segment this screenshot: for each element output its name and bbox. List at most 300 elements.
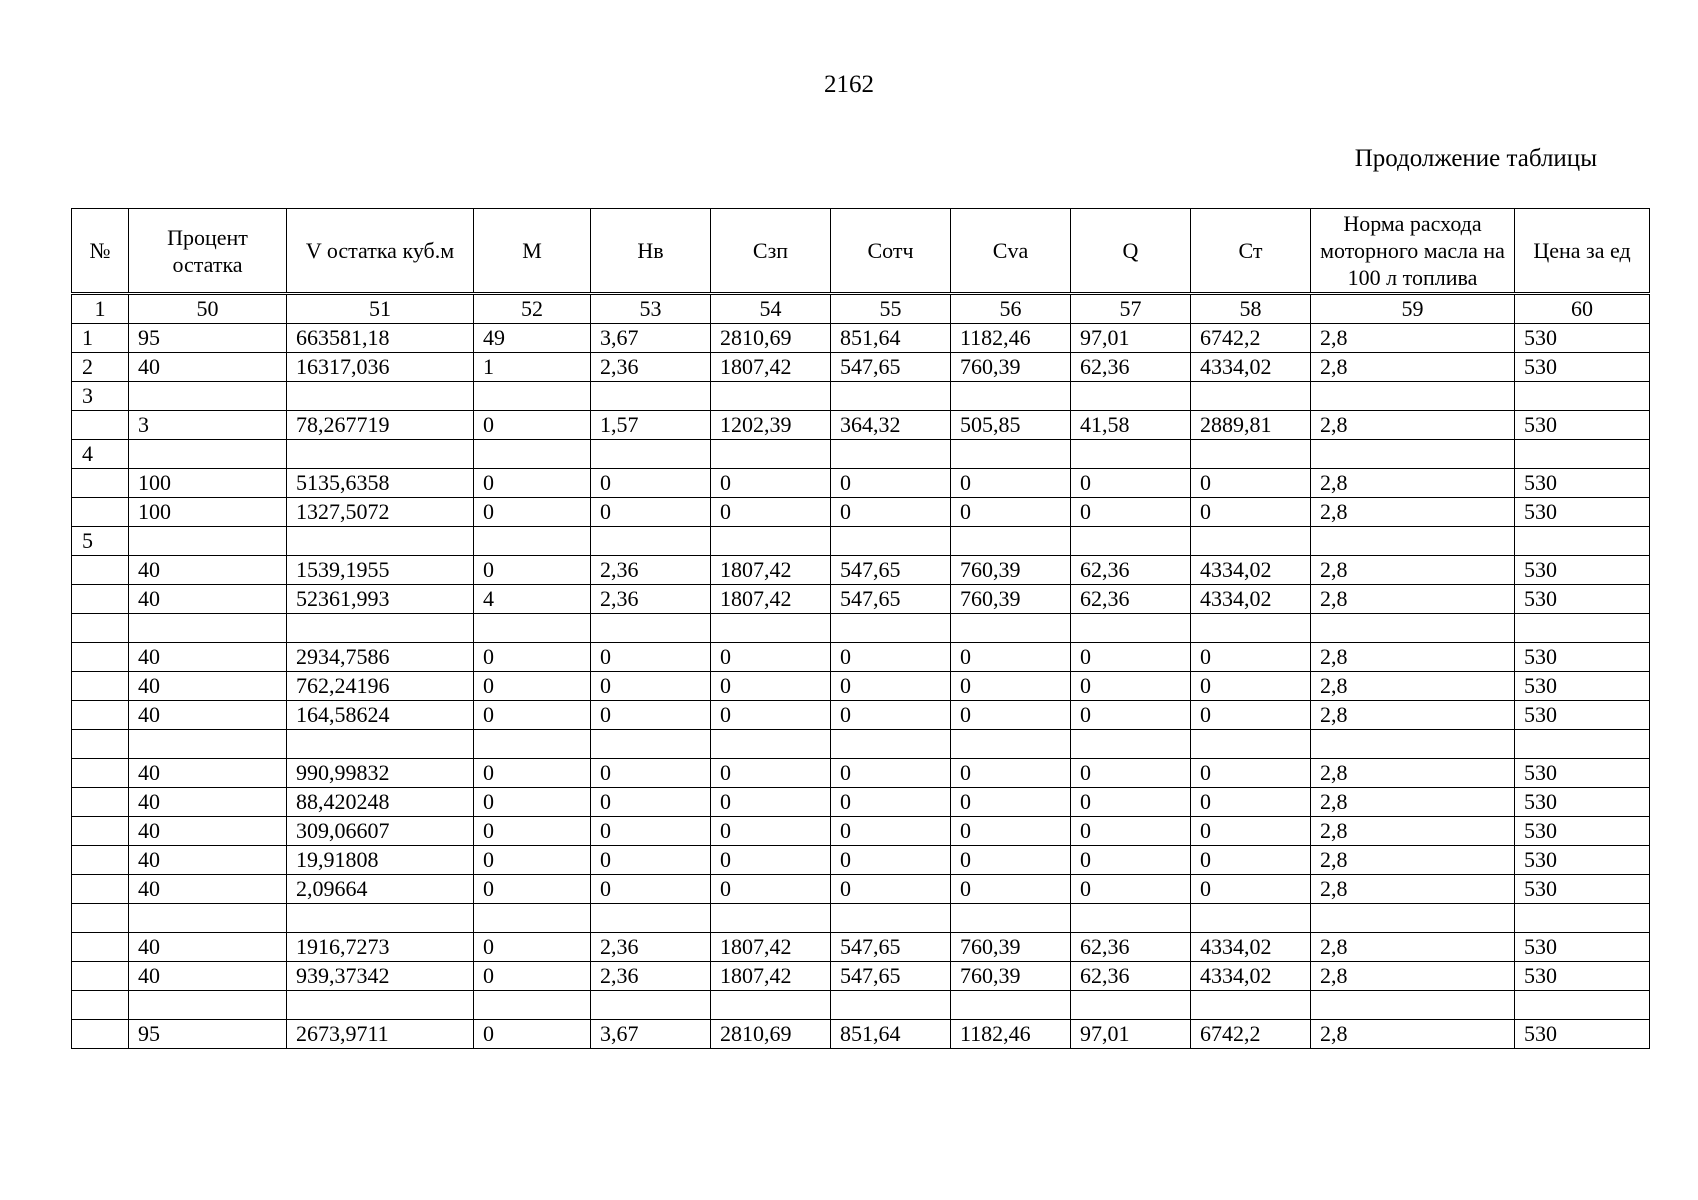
table-cell [1515,991,1650,1020]
table-cell: 1916,7273 [287,933,474,962]
table-cell: 0 [591,788,711,817]
table-cell: 40 [129,788,287,817]
table-cell [1515,440,1650,469]
table-cell: 2,8 [1311,672,1515,701]
table-cell: 2,8 [1311,846,1515,875]
table-cell [831,904,951,933]
table-cell: 2,36 [591,585,711,614]
column-number-cell: 1 [72,294,129,324]
table-cell: 2,8 [1311,498,1515,527]
table-cell [287,614,474,643]
table-cell: 0 [951,817,1071,846]
table-cell: 505,85 [951,411,1071,440]
column-number-cell: 57 [1071,294,1191,324]
table-cell: 62,36 [1071,585,1191,614]
table-cell [591,614,711,643]
row-number-cell: 4 [72,440,129,469]
table-cell: 0 [1191,701,1311,730]
table-cell: 0 [831,701,951,730]
table-cell [831,730,951,759]
table-cell: 62,36 [1071,962,1191,991]
table-cell: 4334,02 [1191,962,1311,991]
table-cell: 0 [951,846,1071,875]
row-number-cell [72,411,129,440]
table-cell: 0 [831,498,951,527]
table-cell [831,440,951,469]
table-cell: 2,8 [1311,556,1515,585]
table-cell: 0 [831,846,951,875]
table-cell: 939,37342 [287,962,474,991]
table-cell: 0 [831,788,951,817]
table-cell [1191,614,1311,643]
table-cell [1515,614,1650,643]
table-cell: 0 [711,469,831,498]
table-cell: 0 [831,469,951,498]
table-cell: 0 [711,875,831,904]
table-cell [1311,730,1515,759]
row-number-cell [72,759,129,788]
table-row [72,614,1650,643]
table-cell [1071,730,1191,759]
table-cell: 2,36 [591,933,711,962]
table-cell [1071,904,1191,933]
table-cell [1191,527,1311,556]
table-row [72,1020,1650,1049]
table-cell [1515,904,1650,933]
table-cell: 41,58 [1071,411,1191,440]
column-number-cell: 58 [1191,294,1311,324]
table-cell: 0 [474,759,591,788]
table-row [72,527,1650,556]
table-row [72,672,1650,701]
table-cell: 2,8 [1311,324,1515,353]
table-cell [1515,730,1650,759]
table-row [72,556,1650,585]
table-cell: 2,8 [1311,469,1515,498]
table-cell: 0 [474,556,591,585]
table-cell [474,614,591,643]
table-row [72,324,1650,353]
header-cell: Q [1071,209,1191,294]
table-cell [591,991,711,1020]
table-cell: 0 [591,817,711,846]
table-cell: 1327,5072 [287,498,474,527]
table-cell: 0 [711,788,831,817]
table-cell [287,991,474,1020]
table-cell [129,730,287,759]
row-number-cell [72,933,129,962]
table-cell [129,382,287,411]
table-cell: 547,65 [831,585,951,614]
table-cell: 0 [591,672,711,701]
table-cell: 0 [474,469,591,498]
table-cell: 547,65 [831,933,951,962]
table-cell: 0 [474,411,591,440]
header-cell: М [474,209,591,294]
table-cell: 0 [951,759,1071,788]
table-row [72,962,1650,991]
table-cell: 0 [591,469,711,498]
table-cell: 100 [129,498,287,527]
table-cell: 0 [474,672,591,701]
table-cell: 547,65 [831,353,951,382]
table-cell [591,904,711,933]
table-cell: 530 [1515,759,1650,788]
table-cell: 0 [474,788,591,817]
table-cell: 1539,1955 [287,556,474,585]
row-number-cell [72,614,129,643]
table-cell: 0 [591,498,711,527]
table-cell: 530 [1515,411,1650,440]
row-number-cell: 3 [72,382,129,411]
table-row [72,904,1650,933]
table-cell: 0 [1191,788,1311,817]
table-cell: 1807,42 [711,353,831,382]
table-cell: 530 [1515,556,1650,585]
table-cell: 40 [129,759,287,788]
table-cell: 530 [1515,701,1650,730]
table-cell: 40 [129,701,287,730]
column-number-row [72,294,1650,324]
table-cell: 0 [1191,875,1311,904]
table-cell: 0 [1071,759,1191,788]
table-cell: 2,09664 [287,875,474,904]
table-row [72,498,1650,527]
table-cell: 1202,39 [711,411,831,440]
table-cell [711,527,831,556]
table-cell [831,991,951,1020]
table-cell: 0 [951,498,1071,527]
table-cell [711,382,831,411]
table-cell: 0 [1071,498,1191,527]
table-cell: 2,8 [1311,962,1515,991]
table-cell: 530 [1515,498,1650,527]
table-cell: 0 [474,498,591,527]
table-cell: 0 [711,643,831,672]
table-cell [951,614,1071,643]
table-cell [1071,527,1191,556]
continuation-label: Продолжение таблицы [1354,145,1597,172]
page-number: 2162 [824,71,874,98]
table-cell [711,904,831,933]
table-cell [287,730,474,759]
row-number-cell: 1 [72,324,129,353]
table-cell [951,730,1071,759]
column-number-cell: 52 [474,294,591,324]
table-cell: 0 [474,701,591,730]
table-row [72,382,1650,411]
table-cell: 0 [474,875,591,904]
table-cell [287,904,474,933]
table-cell [1311,614,1515,643]
table-cell [1071,440,1191,469]
table-cell: 2,8 [1311,1020,1515,1049]
table-cell: 97,01 [1071,1020,1191,1049]
table-cell: 530 [1515,875,1650,904]
row-number-cell [72,469,129,498]
table-cell: 0 [474,962,591,991]
table-cell: 0 [1191,672,1311,701]
table-cell: 530 [1515,672,1650,701]
table-cell: 530 [1515,788,1650,817]
column-number-cell: 55 [831,294,951,324]
table-row [72,875,1650,904]
row-number-cell [72,904,129,933]
table-cell: 2,36 [591,962,711,991]
header-cell: Норма расхода моторного масла на 100 л топлива [1311,209,1515,294]
column-number-cell: 50 [129,294,287,324]
table-cell: 1182,46 [951,1020,1071,1049]
table-cell: 2,8 [1311,353,1515,382]
table-cell: 40 [129,556,287,585]
table-cell: 88,420248 [287,788,474,817]
header-row [72,209,1650,294]
table-cell: 530 [1515,1020,1650,1049]
table-cell: 6742,2 [1191,1020,1311,1049]
table-cell: 6742,2 [1191,324,1311,353]
table-cell [474,991,591,1020]
table-cell: 3 [129,411,287,440]
table-cell: 0 [711,817,831,846]
table-cell: 547,65 [831,962,951,991]
table-cell: 16317,036 [287,353,474,382]
table-cell: 0 [951,643,1071,672]
row-number-cell [72,846,129,875]
table-cell: 0 [1191,469,1311,498]
table-cell: 100 [129,469,287,498]
header-cell: Нв [591,209,711,294]
table-cell: 760,39 [951,353,1071,382]
table-cell: 2,36 [591,556,711,585]
table-cell: 5135,6358 [287,469,474,498]
row-number-cell [72,585,129,614]
table-cell: 0 [591,643,711,672]
table-cell: 1 [474,353,591,382]
row-number-cell [72,875,129,904]
table-cell [591,527,711,556]
table-cell: 2673,9711 [287,1020,474,1049]
table-cell: 62,36 [1071,556,1191,585]
table-cell: 760,39 [951,556,1071,585]
table-cell: 990,99832 [287,759,474,788]
table-cell: 0 [591,759,711,788]
table-cell [951,991,1071,1020]
table-cell: 2,8 [1311,788,1515,817]
table-cell: 4334,02 [1191,585,1311,614]
table-cell: 40 [129,585,287,614]
table-cell: 0 [951,701,1071,730]
table-cell: 0 [1191,643,1311,672]
row-number-cell [72,962,129,991]
row-number-cell [72,643,129,672]
table-cell: 364,32 [831,411,951,440]
table-cell: 95 [129,324,287,353]
table-cell [474,382,591,411]
table-cell [1071,991,1191,1020]
table-body [72,324,1650,1049]
column-number-cell: 60 [1515,294,1650,324]
table-cell: 309,06607 [287,817,474,846]
table-row [72,353,1650,382]
table-cell: 2,8 [1311,701,1515,730]
table-cell: 2,8 [1311,875,1515,904]
table-cell: 0 [474,1020,591,1049]
table-cell: 2,36 [591,353,711,382]
table-cell: 40 [129,353,287,382]
row-number-cell [72,817,129,846]
table-cell: 0 [591,875,711,904]
header-cell: Сva [951,209,1071,294]
table-cell: 0 [1071,788,1191,817]
table-cell: 97,01 [1071,324,1191,353]
table-cell: 2,8 [1311,817,1515,846]
table-cell: 0 [591,701,711,730]
table-row [72,730,1650,759]
table-row [72,440,1650,469]
table-cell: 2,8 [1311,411,1515,440]
table-cell: 0 [711,498,831,527]
table-cell: 0 [951,875,1071,904]
table-cell: 0 [1071,672,1191,701]
row-number-cell [72,730,129,759]
table-cell: 0 [474,933,591,962]
table-cell: 851,64 [831,324,951,353]
table-cell: 530 [1515,643,1650,672]
table-cell: 530 [1515,933,1650,962]
table-cell: 0 [711,701,831,730]
table-cell [951,904,1071,933]
table-cell [129,527,287,556]
table-cell: 1807,42 [711,556,831,585]
table-cell: 762,24196 [287,672,474,701]
table-cell: 4334,02 [1191,353,1311,382]
row-number-cell: 5 [72,527,129,556]
table-cell: 1807,42 [711,933,831,962]
table-cell: 0 [831,672,951,701]
table-cell: 0 [711,759,831,788]
table-cell: 0 [1191,498,1311,527]
table-cell [951,440,1071,469]
table-cell: 530 [1515,846,1650,875]
table-row [72,788,1650,817]
table-cell: 0 [951,672,1071,701]
column-number-cell: 51 [287,294,474,324]
table-cell: 530 [1515,817,1650,846]
table-cell: 0 [1071,701,1191,730]
table-cell: 62,36 [1071,933,1191,962]
table-cell: 760,39 [951,962,1071,991]
header-cell: Цена за ед [1515,209,1650,294]
table-cell: 40 [129,875,287,904]
table-cell [1311,904,1515,933]
table-cell: 2889,81 [1191,411,1311,440]
table-cell [1311,440,1515,469]
table-cell: 530 [1515,324,1650,353]
table-cell [474,904,591,933]
table-cell: 0 [831,875,951,904]
table-cell [711,991,831,1020]
row-number-cell [72,991,129,1020]
table-cell: 530 [1515,469,1650,498]
table-cell: 49 [474,324,591,353]
table-cell [474,730,591,759]
table-cell: 164,58624 [287,701,474,730]
table-cell: 547,65 [831,556,951,585]
table-row [72,846,1650,875]
table-cell: 1807,42 [711,585,831,614]
table-cell [711,440,831,469]
row-number-cell [72,701,129,730]
table-cell: 78,267719 [287,411,474,440]
row-number-cell [72,498,129,527]
table-cell: 4334,02 [1191,933,1311,962]
table-cell: 0 [951,788,1071,817]
table-cell: 0 [711,672,831,701]
table-cell [711,730,831,759]
table-cell: 0 [1191,846,1311,875]
table-cell: 530 [1515,353,1650,382]
header-cell: Ст [1191,209,1311,294]
table-row [72,759,1650,788]
table-row [72,817,1650,846]
table-cell [1515,527,1650,556]
header-cell: Сзп [711,209,831,294]
row-number-cell [72,556,129,585]
table-cell: 0 [711,846,831,875]
table-cell: 851,64 [831,1020,951,1049]
table-cell: 0 [1191,817,1311,846]
table-cell: 0 [831,643,951,672]
table-cell: 760,39 [951,933,1071,962]
table-cell [831,614,951,643]
table-cell: 0 [1071,875,1191,904]
table-cell [474,527,591,556]
table-row [72,411,1650,440]
column-number-cell: 54 [711,294,831,324]
table-cell [951,382,1071,411]
table-cell: 2810,69 [711,1020,831,1049]
column-number-cell: 53 [591,294,711,324]
table-cell [1191,730,1311,759]
table-cell: 2,8 [1311,933,1515,962]
table-cell: 0 [474,643,591,672]
table-cell: 62,36 [1071,353,1191,382]
table-cell: 52361,993 [287,585,474,614]
table-cell [129,440,287,469]
table-cell [1515,382,1650,411]
table-cell [287,382,474,411]
table-cell [831,382,951,411]
table-cell [474,440,591,469]
row-number-cell [72,672,129,701]
table-cell: 3,67 [591,1020,711,1049]
table-cell: 40 [129,672,287,701]
table-cell [1191,440,1311,469]
data-table [71,208,1650,1049]
table-cell: 760,39 [951,585,1071,614]
table-cell: 530 [1515,585,1650,614]
table-cell: 663581,18 [287,324,474,353]
table-cell: 2934,7586 [287,643,474,672]
table-cell [591,730,711,759]
table-cell: 0 [1071,643,1191,672]
table-cell: 95 [129,1020,287,1049]
table-cell: 0 [474,846,591,875]
table-cell [1311,382,1515,411]
table-cell [129,614,287,643]
table-cell [591,440,711,469]
table-cell [287,527,474,556]
